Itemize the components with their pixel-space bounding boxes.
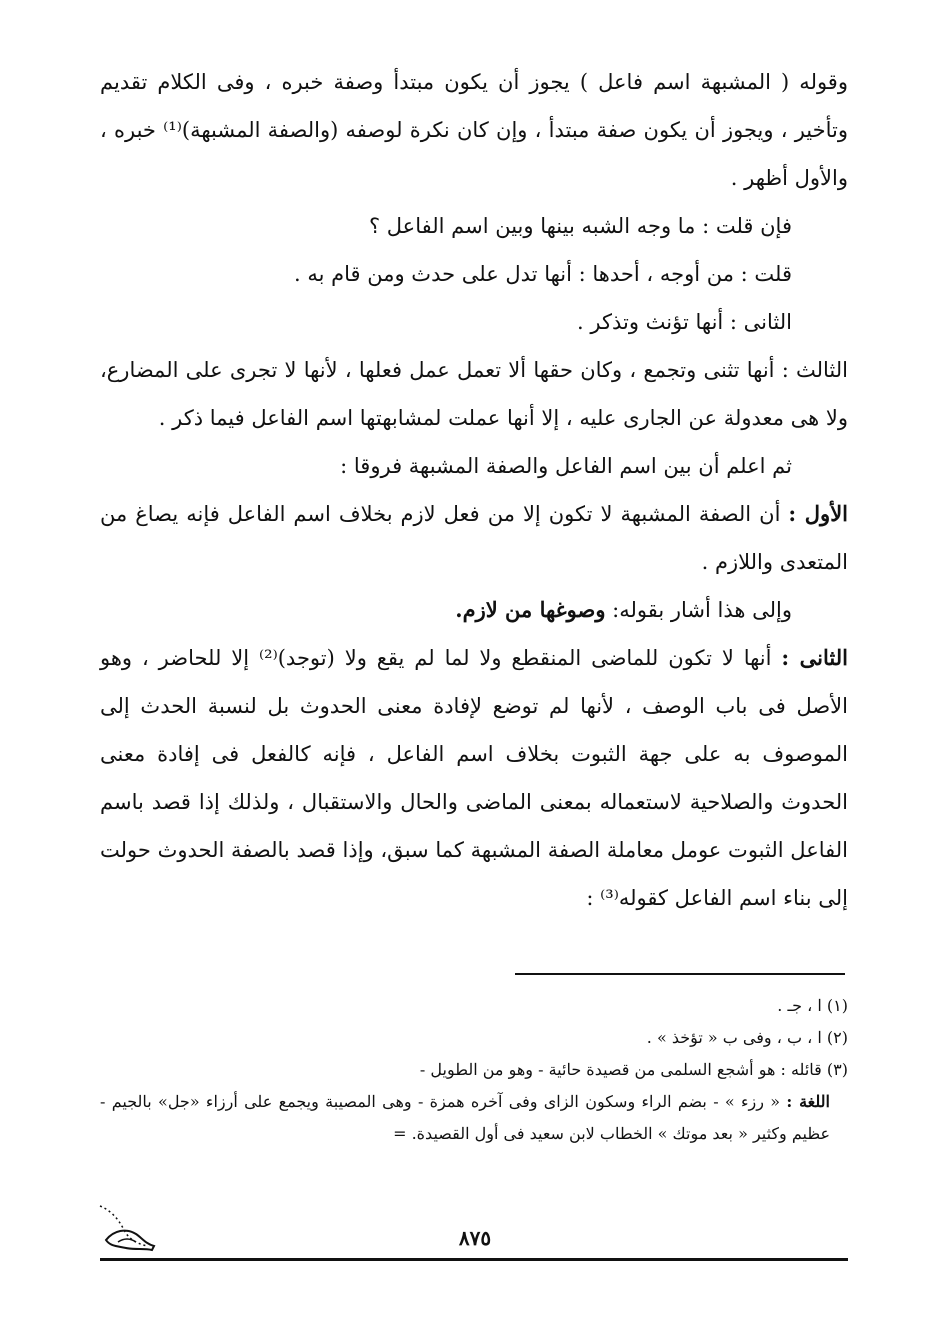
page-number: ٨٧٥ — [458, 1226, 492, 1250]
footnote-1: (١) ا ، جـ . — [777, 996, 848, 1015]
main-text — [100, 58, 848, 922]
footnote-separator — [515, 973, 845, 975]
paragraph-7 — [100, 490, 848, 586]
footnotes — [100, 990, 848, 1150]
paragraph-1: وقوله ( المشبهة اسم فاعل ) يجوز أن يكون مبتدأ وصفة خبره ، وفى الكلام تقديم وتأخير ، ويجوز أن يكون صفة مبتدأ ، وإن كان نكرة لوصفه (والصفة المشبهة)⁽¹⁾ خبره ، والأول أظهر . — [100, 70, 849, 190]
paragraph-5: الثالث : أنها تثنى وتجمع ، وكان حقها ألا تعمل عمل فعلها ، لأنها لا تجرى على المضارع، ولا هى معدولة عن الجارى عليه ، إلا أنها عملت لمشابهتها اسم الفاعل فيما ذكر . — [100, 358, 848, 430]
paragraph-4: الثانى : أنها تؤنث وتذكر . — [577, 310, 792, 334]
paragraph-9-body: أنها لا تكون للماضى المنقطع ولا لما لم يقع ولا (توجد)⁽²⁾ إلا للحاضر ، وهو الأصل فى باب الوصف ، لأنها لم توضع لإفادة معنى الحدوث بل لنسبة الحدث إلى الموصوف به على جهة الثبوت بخلاف اسم الفاعل ، فإنه كالفعل فى إفادة معنى الحدوث والصلاحية لاستعماله بمعنى الماضى والحال والاستقبال ، ولذلك إذا قصد باسم الفاعل الثبوت عومل معاملة الصفة المشبهة كما سبق، وإذا قصد بالصفة الحدوث حولت إلى بناء اسم الفاعل كقوله⁽³⁾ : — [100, 646, 848, 910]
paragraph-8-body: وإلى هذا أشار بقوله: — [605, 598, 792, 622]
footnote-4 — [100, 1086, 848, 1150]
paragraph-7-body: أن الصفة المشبهة لا تكون إلا من فعل لازم بخلاف اسم الفاعل فإنه يصاغ من المتعدى واللازم . — [100, 502, 848, 574]
paragraph-2: فإن قلت : ما وجه الشبه بينها وبين اسم الفاعل ؟ — [368, 214, 792, 238]
paragraph-8 — [100, 586, 848, 634]
footnote-3: (٣) قائله : هو أشجع السلمى من قصيدة حائية - وهو من الطويل - — [419, 1060, 848, 1079]
paragraph-9-lead: الثانى : — [781, 645, 848, 670]
paragraph-7-lead: الأول : — [788, 501, 849, 526]
paragraph-3: قلت : من أوجه ، أحدها : أنها تدل على حدث ومن قام به . — [294, 262, 792, 286]
quill-ornament-icon — [96, 1200, 158, 1256]
paragraph-6: ثم اعلم أن بين اسم الفاعل والصفة المشبهة فروقا : — [340, 454, 792, 478]
paragraph-9 — [100, 634, 848, 922]
paragraph-8-quote: وصوغها من لازم. — [455, 597, 606, 622]
bottom-rule — [100, 1258, 848, 1261]
footnote-2: (٢) ا ، ب ، وفى ب « تؤخذ » . — [646, 1028, 848, 1047]
footnote-4-lead: اللغة : — [786, 1092, 831, 1111]
footnote-4-body: « رزء » - بضم الراء وسكون الزاى وفى آخره همزة - وهى المصيبة ويجمع على أرزاء «جل» بالجيم - عظيم وكثير « بعد موتك » الخطاب لابن سعيد فى أول القصيدة. = — [100, 1092, 830, 1143]
